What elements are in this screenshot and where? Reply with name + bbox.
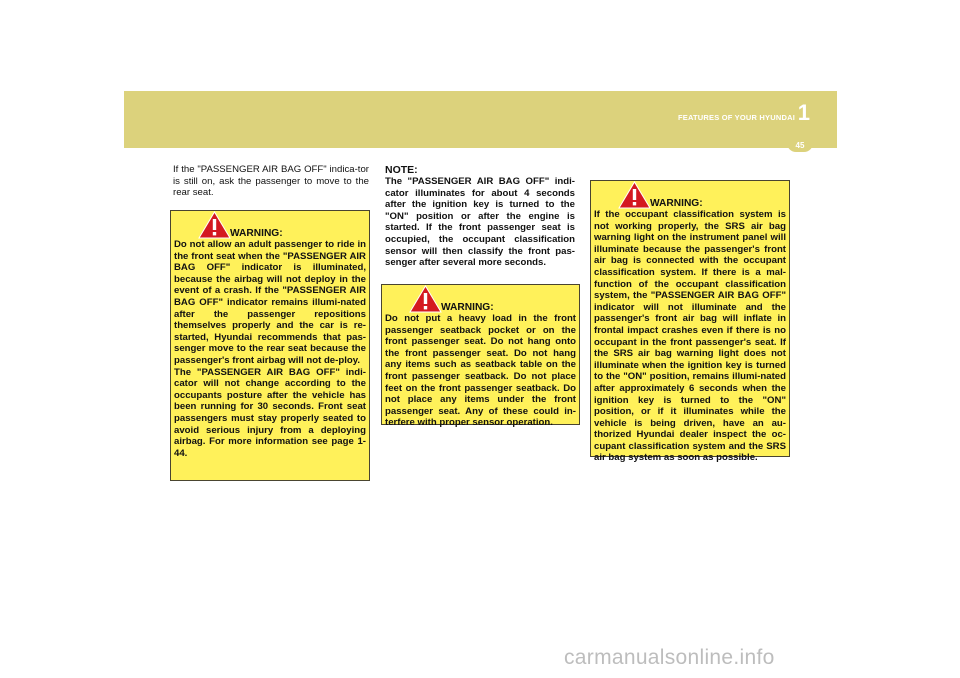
warning-header	[174, 211, 366, 239]
warning-triangle-icon	[409, 285, 442, 313]
warning-body: If the occupant classification system is not working properly, the SRS air bag warning light on the instrument panel will illuminate because the passenger's front air bag is connected with the occupant classification system. If there is a mal-function of the occupant classification system, the "PASSENGER AIR BAG OFF" indicator will not illuminate and the passenger's front air bag will inflate in frontal impact crashes even if there is no occupant in the front passenger's seat. If the SRS air bag warning light does not illuminate when the ignition key is turned to the "ON" position, remains illumi-nated after approximately 6 seconds when the ignition key is turned to the "ON" position, or if it illuminates while the vehicle is being driven, have an au-thorized Hyundai dealer inspect the oc-cupant classification system and the SRS air bag system as soon as possible.	[594, 209, 786, 464]
intro-paragraph: If the "PASSENGER AIR BAG OFF" indica-tor is still on, ask the passenger to move to the rear seat.	[173, 164, 369, 199]
page-number-tab	[787, 132, 813, 152]
chapter-title: FEATURES OF YOUR HYUNDAI	[677, 113, 795, 122]
warning-triangle-icon	[198, 211, 231, 239]
warning-box-classification-system	[590, 180, 790, 464]
page-number: 45	[795, 141, 805, 150]
warning-header	[385, 285, 576, 313]
warning-title: WARNING:	[230, 228, 283, 239]
warning-title: WARNING:	[650, 198, 703, 209]
header-band	[124, 91, 837, 148]
warning-body: Do not allow an adult passenger to ride in the front seat when the "PASSENGER AIR BAG OFF" indicator is illuminated, because the airbag will not deploy in the event of a crash. If the "PASSENGER AIR BAG OFF" indicator remains illumi-nated after the passenger repositions themselves properly and the car is re-started, Hyundai recommends that pas-senger move to the rear seat because the passenger's front airbag will not de-ploy. The "PASSENGER AIR BAG OFF" indi-cator will not change according to the occupants posture after the vehicle has been running for 30 seconds. Front seat passengers must stay properly seated to avoid serious injury from a deploying airbag. For more information see page 1-44.	[174, 239, 366, 459]
warning-box-adult-passenger	[170, 210, 370, 481]
warning-title: WARNING:	[441, 302, 494, 313]
chapter-number: 1	[797, 100, 810, 125]
warning-box-seatback-load	[381, 284, 580, 429]
warning-header	[594, 181, 786, 209]
warning-body: Do not put a heavy load in the front passenger seatback pocket or on the front passenger seat. Do not hang onto the front passenger seat. Do not hang any items such as seatback table on the front passenger seatback. Do not place feet on the front passenger seatback. Do not place any items under the front passenger seat. Any of these could in-terfere with proper sensor operation.	[385, 313, 576, 429]
note-body: The "PASSENGER AIR BAG OFF" indi-cator illuminates for about 4 seconds after the ignition key is turned to the "ON" position or after the engine is started. If the front passenger seat is occupied, the occupant classification sensor will then classify the front pas-senger after several more seconds.	[385, 176, 575, 269]
note-title: NOTE:	[385, 164, 418, 176]
note-block	[385, 164, 575, 269]
warning-triangle-icon	[618, 181, 651, 209]
watermark: carmanualsonline.info	[564, 646, 775, 669]
